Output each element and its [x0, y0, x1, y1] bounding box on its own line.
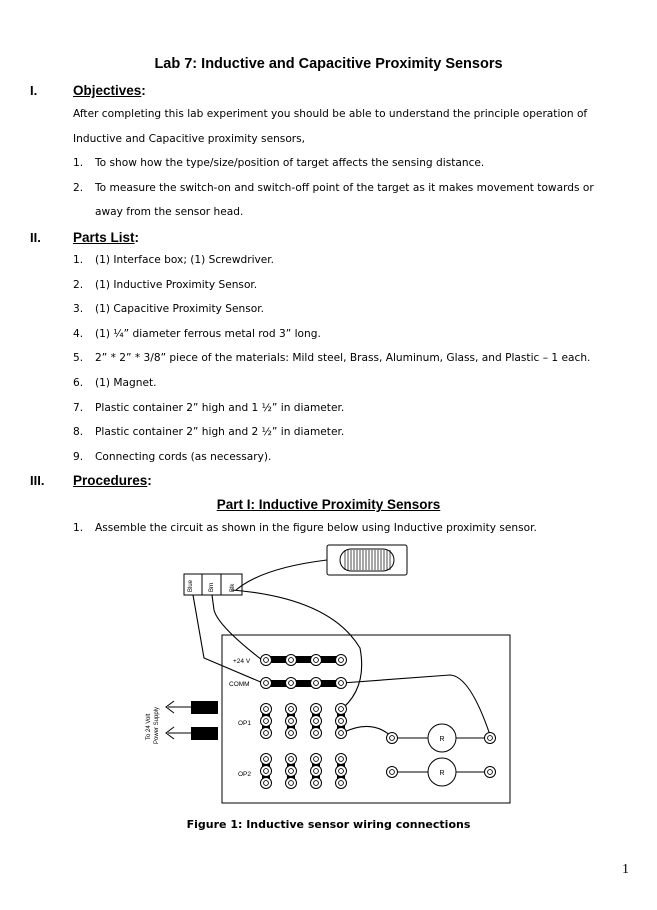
parts-item-number: 9. — [73, 451, 84, 463]
parts-item-number: 5. — [73, 352, 84, 364]
target-rod-icon — [327, 545, 407, 575]
part1-heading: Part I: Inductive Proximity Sensors — [216, 497, 441, 512]
row-label-comm: COMM — [229, 681, 250, 688]
parts-item-text: Connecting cords (as necessary). — [95, 451, 272, 463]
objective-item-number: 1. — [73, 157, 84, 169]
terminal-row-24v — [261, 655, 347, 666]
parts-item-text: (1) Magnet. — [95, 377, 157, 389]
parts-item-number: 7. — [73, 402, 84, 414]
objective-item-text-continued: away from the sensor head. — [95, 206, 244, 218]
figure-caption: Figure 1: Inductive sensor wiring connections — [186, 818, 471, 831]
section-heading-parts: Parts List: — [73, 230, 140, 245]
parts-item-text: (1) ¼” diameter ferrous metal rod 3” long. — [95, 328, 321, 340]
objective-item-number: 2. — [73, 182, 84, 194]
parts-item-text: (1) Inductive Proximity Sensor. — [95, 279, 258, 291]
section-numeral-objectives: I. — [30, 83, 38, 98]
objectives-intro-line2: Inductive and Capacitive proximity sensors, — [73, 133, 306, 145]
parts-item-text: (1) Interface box; (1) Screwdriver. — [95, 254, 275, 266]
resistor-label: R — [439, 770, 445, 777]
row-label-op2: OP2 — [238, 771, 252, 778]
power-supply-input — [146, 701, 218, 744]
section-numeral-procedures: III. — [30, 473, 45, 488]
parts-item-number: 4. — [73, 328, 84, 340]
section-heading-procedures: Procedures: — [73, 473, 152, 488]
document-title: Lab 7: Inductive and Capacitive Proximity Sensors — [154, 56, 503, 72]
terminal-block-op2 — [261, 754, 347, 789]
parts-item-text: Plastic container 2” high and 2 ½” in diameter. — [95, 426, 345, 438]
wire-label-brown: Brn — [209, 582, 215, 592]
parts-item-text: Plastic container 2” high and 1 ½” in diameter. — [95, 402, 345, 414]
row-label-op1: OP1 — [238, 720, 252, 727]
parts-item-number: 3. — [73, 303, 84, 315]
parts-item-number: 8. — [73, 426, 84, 438]
parts-item-number: 1. — [73, 254, 84, 266]
resistor-label: R — [439, 736, 445, 743]
terminal-block-op1 — [261, 704, 347, 739]
parts-item-number: 2. — [73, 279, 84, 291]
supply-label-line2: Power Supply — [154, 706, 160, 744]
section-numeral-parts: II. — [30, 230, 41, 245]
objective-item-text: To measure the switch-on and switch-off point of the target as it makes movement towards or — [95, 182, 594, 194]
parts-item-text: 2” * 2” * 3/8” piece of the materials: Mild steel, Brass, Aluminum, Glass, and Plastic – 1 each. — [95, 352, 591, 364]
section-heading-objectives: Objectives: — [73, 83, 146, 98]
parts-item-text: (1) Capacitive Proximity Sensor. — [95, 303, 264, 315]
objective-item-text: To show how the type/size/position of target affects the sensing distance. — [95, 157, 485, 169]
parts-item-number: 6. — [73, 377, 84, 389]
sensor-wire-labels — [184, 574, 242, 595]
procedure-step-text: Assemble the circuit as shown in the figure below using Inductive proximity sensor. — [95, 522, 537, 534]
procedure-step-number: 1. — [73, 522, 84, 534]
row-label-24v: +24 V — [233, 658, 251, 665]
terminal-row-comm — [261, 678, 347, 689]
page-number: 1 — [622, 862, 629, 877]
wire-label-black: Blk — [230, 583, 236, 592]
wire-label-blue: Blue — [188, 579, 194, 592]
objectives-intro-line1: After completing this lab experiment you should be able to understand the principle operation of — [73, 108, 588, 120]
supply-label-line1: To 24 Volt — [146, 713, 152, 740]
